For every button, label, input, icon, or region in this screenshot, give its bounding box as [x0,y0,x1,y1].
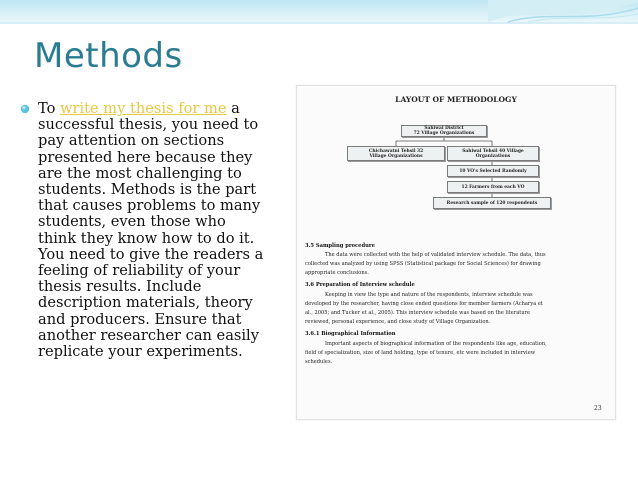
section-heading: 3.6 Preparation of Interview schedule [305,282,415,288]
flow-box-selected: 10 VO's Selected Randomly [447,165,539,177]
section-line: schedules. [305,359,333,365]
flow-box-farmers: 12 Farmers from each VO [447,181,539,193]
bullet-line-text: and producers. Ensure that [38,310,242,328]
bullet-line-text: another researcher can easily [38,326,259,344]
page-number: 23 [594,405,602,412]
bullet-line-text: feeling of reliability of your [38,262,241,280]
bullet-line-text: that causes problems to many [38,197,261,215]
bullet-line-text: are the most challenging to [38,164,242,182]
bullet-text [38,101,294,360]
section-line: al., 2005; and Tucker et al., 2005). This interview schedule was based on the literature [305,310,531,316]
flow-box-right-tehsil: Sahiwal Tehsil 40 Village Organizations [447,146,539,161]
corner-wave-decoration [488,0,638,24]
section-heading: 3.6.1 Biographical Information [305,331,396,337]
flow-box-sample: Research sample of 120 respondents [433,197,551,209]
section-line: Keeping in view the type and nature of the respondents, interview schedule was [325,292,533,298]
bullet-line-text: presented here because they [38,148,253,166]
bullet-line-text: thesis results. Include [38,278,202,296]
document-heading: LAYOUT OF METHODOLOGY [395,95,517,104]
bullet-line-1 [38,101,294,117]
slide-title: Methods [34,36,183,76]
section-line: reviewed, personal experience, and close study of Village Organization. [305,319,491,325]
section-heading: 3.5 Sampling procedure [305,243,375,249]
section-line: field of specialization, size of land holding, type of tenure, etc were included in interview [305,350,536,356]
bullet-line-text: description materials, theory [38,294,253,312]
flow-box-district: Sahiwal District 72 Village Organizations [401,125,487,137]
section-line: collected was analyzed by using SPSS (Statistical package for Social Sciences) for drawing [305,261,541,267]
bullet-line-text: a [226,100,240,117]
section-line: developed by the researcher, having close ended questions for member farmers (Acharya et [305,301,543,307]
bullet-line-text: pay attention on sections [38,132,225,150]
section-line: The data were collected with the help of validated interview schedule. The data, thus [325,252,546,258]
bullet-line-text: students, even those who [38,213,226,231]
bullet-line-text: think they know how to do it. [38,229,255,247]
bullet-icon [20,104,30,114]
bullet-prefix: To [38,100,61,117]
flow-box-left-tehsil: Chichawatni Tehsil 32 Village Organizations [347,146,445,161]
bullet-line-text: replicate your experiments. [38,343,243,361]
section-line: appropriate conclusions. [305,270,369,276]
section-line: Important aspects of biographical information of the respondents like age, education, [325,341,547,347]
bullet-line-text: students. Methods is the part [38,181,257,199]
thesis-link[interactable]: write my thesis for me [60,100,227,117]
document-image [296,85,616,420]
bullet-line-text: successful thesis, you need to [38,116,259,134]
bullet-line-text: You need to give the readers a [38,245,264,263]
